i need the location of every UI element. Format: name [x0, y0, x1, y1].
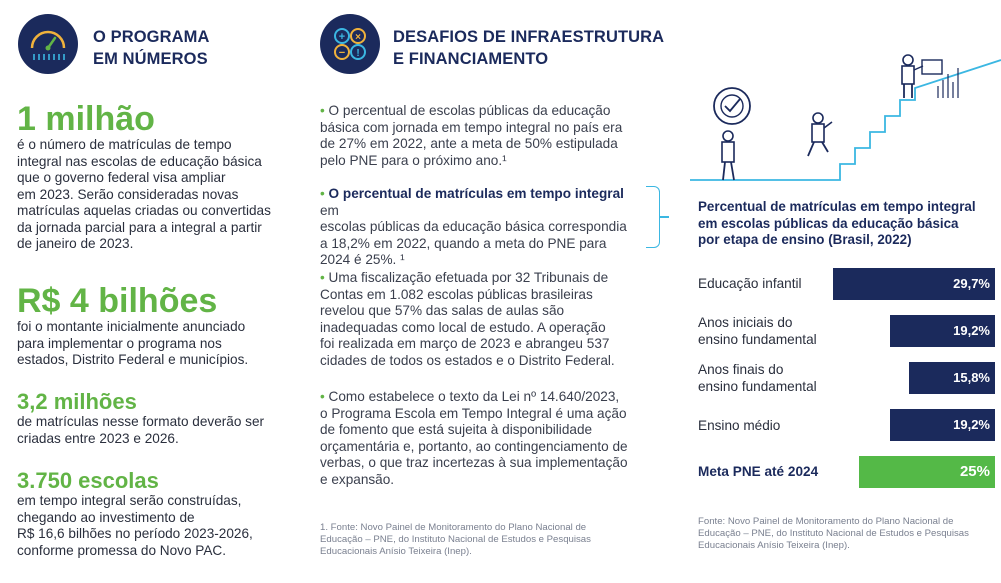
chart-title-line: Percentual de matrículas em tempo integral [698, 199, 976, 214]
para-line: em [320, 202, 339, 218]
para-bold: O percentual de matrículas em tempo integral [328, 186, 624, 201]
stat-desc-line: criadas entre 2023 e 2026. [17, 430, 179, 446]
stat-desc-line: conforme promessa do Novo PAC. [17, 542, 227, 558]
chart-source [698, 516, 969, 552]
stat-desc-line: estados, Distrito Federal e municípios. [17, 352, 249, 367]
middle-title-line1: DESAFIOS DE INFRAESTRUTURA [393, 28, 665, 46]
para-line: inadequadas como local de estudo. A operação [320, 319, 606, 335]
paragraph-2 [320, 186, 640, 269]
para-line: O percentual de escolas públicas da educação [328, 103, 611, 118]
category-label-line: Ensino médio [698, 418, 781, 433]
para-line: escolas públicas da educação básica correspondia [320, 219, 627, 234]
stat-value-2: R$ 4 bilhões [17, 282, 218, 320]
category-label-line: ensino fundamental [698, 332, 817, 347]
stat-desc-line: em tempo integral serão construídas, [17, 493, 242, 508]
svg-text:−: − [338, 47, 346, 59]
source-line: Educação – PNE, do Instituto Nacional de Estudos e Pesquisas [698, 528, 969, 539]
svg-text:×: × [355, 32, 361, 43]
category-label-0 [698, 275, 802, 292]
paragraph-1 [320, 103, 640, 169]
category-label-line: Educação infantil [698, 276, 802, 291]
category-label-1 [698, 314, 817, 348]
stat-desc-line: integral nas escolas de educação básica [17, 153, 262, 169]
stat-desc-4 [17, 493, 253, 559]
bar-2 [909, 362, 995, 394]
category-label-line: ensino fundamental [698, 379, 817, 394]
left-title-line1: O PROGRAMA [93, 28, 210, 46]
category-label-2 [698, 361, 817, 395]
para-line: a 18,2% em 2022, quando a meta do PNE para [320, 235, 607, 251]
stat-value-1: 1 milhão [17, 100, 155, 138]
bar-1 [890, 315, 995, 347]
para-line: cidades de todos os estados e o Distrito Federal. [320, 352, 615, 368]
bracket-tip [659, 216, 669, 218]
people-climbing-stairs-icon [690, 52, 1001, 184]
stat-desc-line: foi o montante inicialmente anunciado [17, 319, 246, 334]
bar-value-label: 19,2% [953, 417, 990, 432]
para-line: pelo PNE para o próximo ano.¹ [320, 152, 507, 168]
bullet: • [320, 270, 325, 285]
para-line: foi realizada em março de 2023 e abrangeu 537 [320, 336, 610, 351]
stat-desc-line: para implementar o programa nos [17, 335, 222, 351]
para-line: verbas, o que traz incertezas à sua implementação [320, 455, 628, 470]
bar-3 [890, 409, 995, 441]
paragraph-3 [320, 270, 640, 369]
stat-value-4: 3.750 escolas [17, 468, 159, 493]
stat-desc-line: chegando ao investimento de [17, 509, 195, 525]
para-line: de fomento que está sujeita à disponibilidade [320, 422, 593, 437]
bracket-connector [646, 186, 660, 248]
left-section-title [93, 26, 210, 70]
paragraph-4 [320, 389, 640, 488]
stat-desc-line: R$ 16,6 bilhões no período 2023-2026, [17, 526, 253, 541]
para-line: revelou que 57% das salas de aulas são [320, 303, 565, 318]
chart-title-line: em escolas públicas da educação básica [698, 215, 959, 231]
stat-desc-line: de matrículas nesse formato deverão ser [17, 414, 265, 429]
bullet: • [320, 389, 325, 404]
category-label-line: Anos finais do [698, 362, 784, 377]
svg-text:+: + [338, 31, 346, 43]
chart-title [698, 199, 988, 249]
chart-title-line: por etapa de ensino (Brasil, 2022) [698, 232, 912, 247]
stat-desc-2 [17, 319, 248, 369]
stat-desc-1 [17, 137, 271, 253]
para-line: orçamentária e, portanto, ao contingenciamento de [320, 438, 628, 454]
bar-value-label: 19,2% [953, 323, 990, 338]
category-label-3 [698, 417, 780, 434]
para-line: e expansão. [320, 471, 395, 487]
bar-value-label: 29,7% [953, 276, 990, 291]
para-line: básica com jornada em tempo integral no país era [320, 119, 623, 135]
svg-text:!: ! [356, 48, 360, 59]
source-line: Educacionais Anísio Teixeira (Inep). [698, 540, 850, 551]
bullet: • [320, 103, 325, 118]
para-line: de 27% em 2022, ante a meta de 50% estipulada [320, 136, 618, 151]
bar-value-label: 15,8% [953, 370, 990, 385]
category-label-line: Meta PNE até 2024 [698, 464, 819, 479]
para-line: o Programa Escola em Tempo Integral é uma ação [320, 405, 627, 421]
bar-value-label: 25% [959, 463, 990, 480]
gauge-icon [18, 14, 78, 74]
bar-4 [859, 456, 995, 488]
middle-title-line2: E FINANCIAMENTO [393, 50, 549, 68]
bar-0 [833, 268, 995, 300]
para-line: Uma fiscalização efetuada por 32 Tribunais de [328, 270, 609, 285]
stat-desc-line: que o governo federal visa ampliar [17, 170, 226, 185]
bullet: • [320, 186, 325, 201]
footnote-line: Educação – PNE, do Instituto Nacional de Estudos e Pesquisas [320, 534, 591, 545]
stat-desc-3 [17, 414, 264, 447]
stat-desc-line: de janeiro de 2023. [17, 236, 134, 251]
category-label-4 [698, 463, 818, 480]
stat-desc-line: da jornada parcial para a integral a partir [17, 219, 262, 235]
para-line: Como estabelece o texto da Lei nº 14.640/2023, [328, 389, 620, 404]
middle-section-title [393, 26, 664, 70]
source-line: Fonte: Novo Painel de Monitoramento do Plano Nacional de [698, 516, 954, 527]
footnote-line: Educacionais Anísio Teixeira (Inep). [320, 546, 472, 557]
middle-footnote [320, 522, 591, 558]
para-line: Contas em 1.082 escolas públicas brasileiras [320, 286, 593, 302]
category-label-line: Anos iniciais do [698, 315, 793, 330]
stat-desc-line: matrículas aquelas criadas ou convertidas [17, 203, 271, 218]
stat-desc-line: em 2023. Serão consideradas novas [17, 186, 239, 202]
left-title-line2: EM NÚMEROS [93, 50, 208, 68]
para-line: 2024 é 25%. ¹ [320, 252, 405, 267]
footnote-line: 1. Fonte: Novo Painel de Monitoramento do Plano Nacional de [320, 522, 587, 533]
stat-desc-line: é o número de matrículas de tempo [17, 137, 232, 152]
stat-value-3: 3,2 milhões [17, 389, 137, 414]
calculator-icon [320, 14, 380, 74]
